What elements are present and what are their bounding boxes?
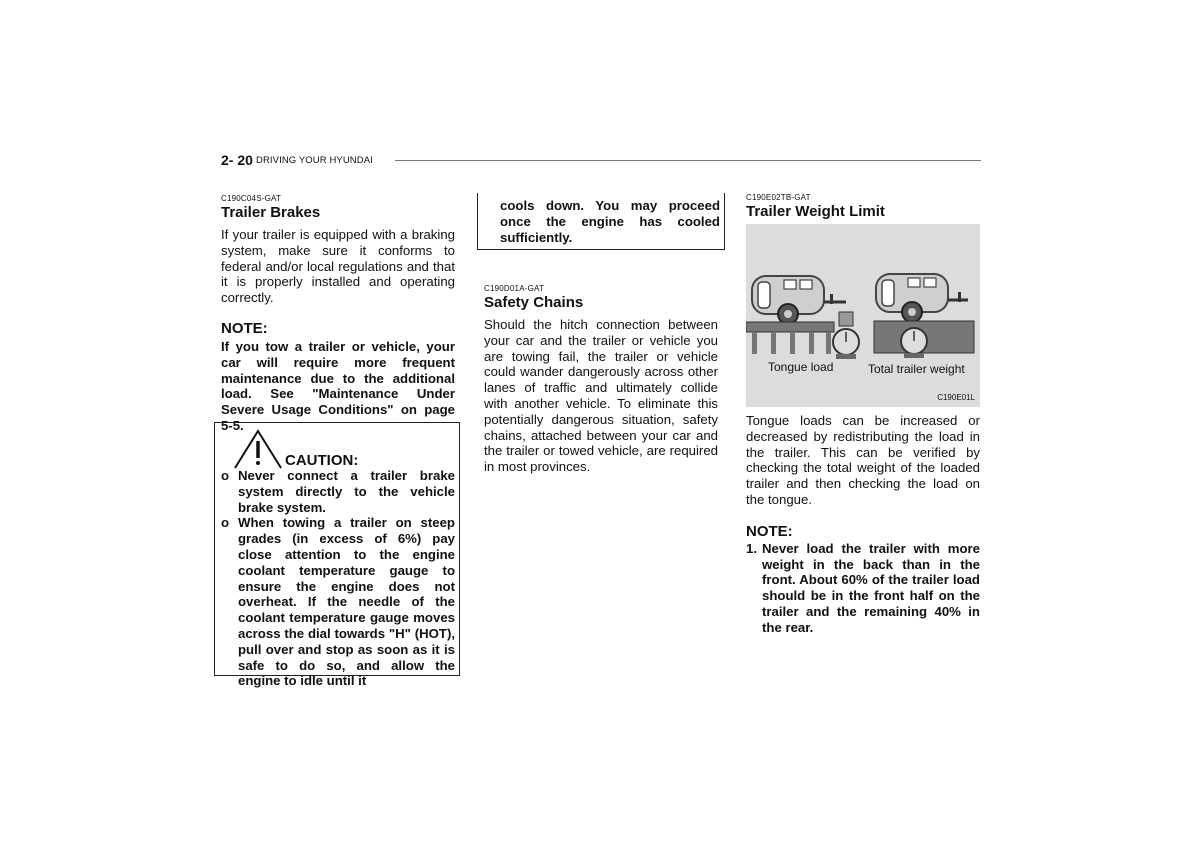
trailer-weight-section-body (746, 413, 980, 636)
section-body: Should the hitch connection between your car and the trailer or vehicle you are towing fail, the trailer or vehicle could wander dangerously across other lanes of traffic and ultimately collide with another vehicle. To eliminate this potentially dangerous situation, safety chains, attached between your car and the trailer or towed vehicle, are required in most provinces. (484, 317, 718, 475)
caution-continued-text: cools down. You may proceed once the engine has cooled sufficiently. (500, 198, 720, 245)
total-weight-trailer-icon (874, 274, 974, 358)
page-number: 2- 20 (221, 152, 253, 168)
figure-caption-tongue-load: Tongue load (768, 360, 834, 374)
safety-chains-section (484, 284, 718, 475)
caution-bullet: o (221, 468, 230, 483)
caution-item (221, 468, 455, 515)
section-code: C190C04S-GAT (221, 194, 282, 203)
section-title: Trailer Weight Limit (746, 203, 885, 220)
note-text: If you tow a trailer or vehicle, your car will require more frequent maintenance due to the additional load. See "Maintenance Under Severe Usage Conditions" on page 5-5. (221, 338, 455, 433)
note-list (746, 541, 980, 636)
section-body: If your trailer is equipped with a braking system, make sure it conforms to federal and/or local regulations and that it is properly installed and operating correctly. (221, 227, 455, 306)
page-header (221, 152, 981, 170)
section-code: C190E02TB-GAT (746, 193, 811, 202)
note-item-number: 1. (746, 540, 757, 556)
warning-triangle-icon (233, 428, 283, 470)
figure-caption-total-weight: Total trailer weight (868, 362, 965, 376)
section-body: Tongue loads can be increased or decreased by redistributing the load in the trailer. This can be verified by checking the total weight of the loaded trailer and then checking the load on the tongue. (746, 413, 980, 507)
caution-list (221, 468, 455, 689)
tongue-load-figure (746, 224, 980, 407)
section-code: C190D01A-GAT (484, 284, 545, 293)
trailer-weight-section-head (746, 193, 980, 220)
note-item-text: Never load the trailer with more weight in the back than in the front. About 60% of the trailer load should be in the front half on the trailer and the remaining 40% in the rear. (762, 540, 980, 635)
note-title: NOTE: (746, 522, 793, 540)
trailer-brakes-section (221, 194, 455, 434)
caution-item (221, 515, 455, 689)
note-title: NOTE: (221, 319, 268, 337)
caution-box (214, 422, 460, 689)
tongue-load-trailer-icon (746, 276, 859, 359)
caution-item-text: Never connect a trailer brake system directly to the vehicle brake system. (238, 468, 455, 515)
figure-code: C190E01L (937, 393, 975, 402)
caution-label: CAUTION: (285, 452, 359, 469)
caution-continued-box (477, 193, 725, 250)
chapter-title: DRIVING YOUR HYUNDAI (256, 155, 373, 166)
section-title: Trailer Brakes (221, 204, 321, 221)
trailer-illustration (746, 224, 980, 407)
note-item (746, 541, 980, 636)
section-title: Safety Chains (484, 294, 584, 311)
header-rule (395, 160, 981, 161)
caution-bullet: o (221, 515, 230, 531)
caution-item-text: When towing a trailer on steep grades (in excess of 6%) pay close attention to the engine coolant temperature gauge to ensure the engine does not overheat. If the needle of the coolant temperature gauge moves across the dial towards "H" (HOT), pull over and stop as soon as it is safe to do so, and allow the engine to idle until it (238, 515, 455, 689)
